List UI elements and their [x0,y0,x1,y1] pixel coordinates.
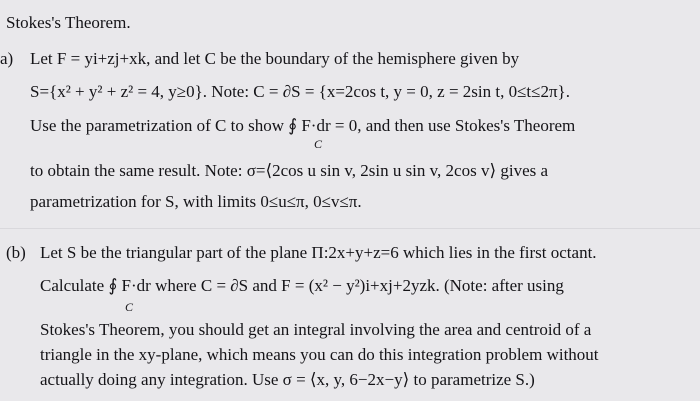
part-b-line-1: Let S be the triangular part of the plane Π:2x+y+z=6 which lies in the first octant. [40,243,597,262]
part-b-line-4: triangle in the xy-plane, which means you can do this integration problem without [40,345,599,364]
section-divider [0,228,700,229]
part-b-line-3: Stokes's Theorem, you should get an integral involving the area and centroid of a [40,320,592,339]
part-b-label: (b) [6,243,26,262]
part-a-line-1: Let F = yi+zj+xk, and let C be the boundary of the hemisphere given by [30,49,520,68]
part-b-line-2: Calculate ∮ F·dr where C = ∂S and F = (x² − y²)i+xj+2yzk. (Note: after using [40,276,564,295]
part-a-integral-subscript: C [314,137,323,151]
part-a-line-4: to obtain the same result. Note: σ=⟨2cos u sin v, 2sin u sin v, 2cos v⟩ gives a [30,161,549,180]
problem-title: Stokes's Theorem. [6,13,131,32]
part-a-line-5: parametrization for S, with limits 0≤u≤π, 0≤v≤π. [30,192,362,211]
part-b-integral-subscript: C [125,300,134,314]
part-b-line-5: actually doing any integration. Use σ = ⟨x, y, 6−2x−y⟩ to parametrize S.) [40,370,535,389]
part-a-label: a) [0,49,14,68]
part-a-line-2: S={x² + y² + z² = 4, y≥0}. Note: C = ∂S = {x=2cos t, y = 0, z = 2sin t, 0≤t≤2π}. [30,82,570,101]
part-a-line-3: Use the parametrization of C to show ∮ F·dr = 0, and then use Stokes's Theorem [30,116,576,135]
